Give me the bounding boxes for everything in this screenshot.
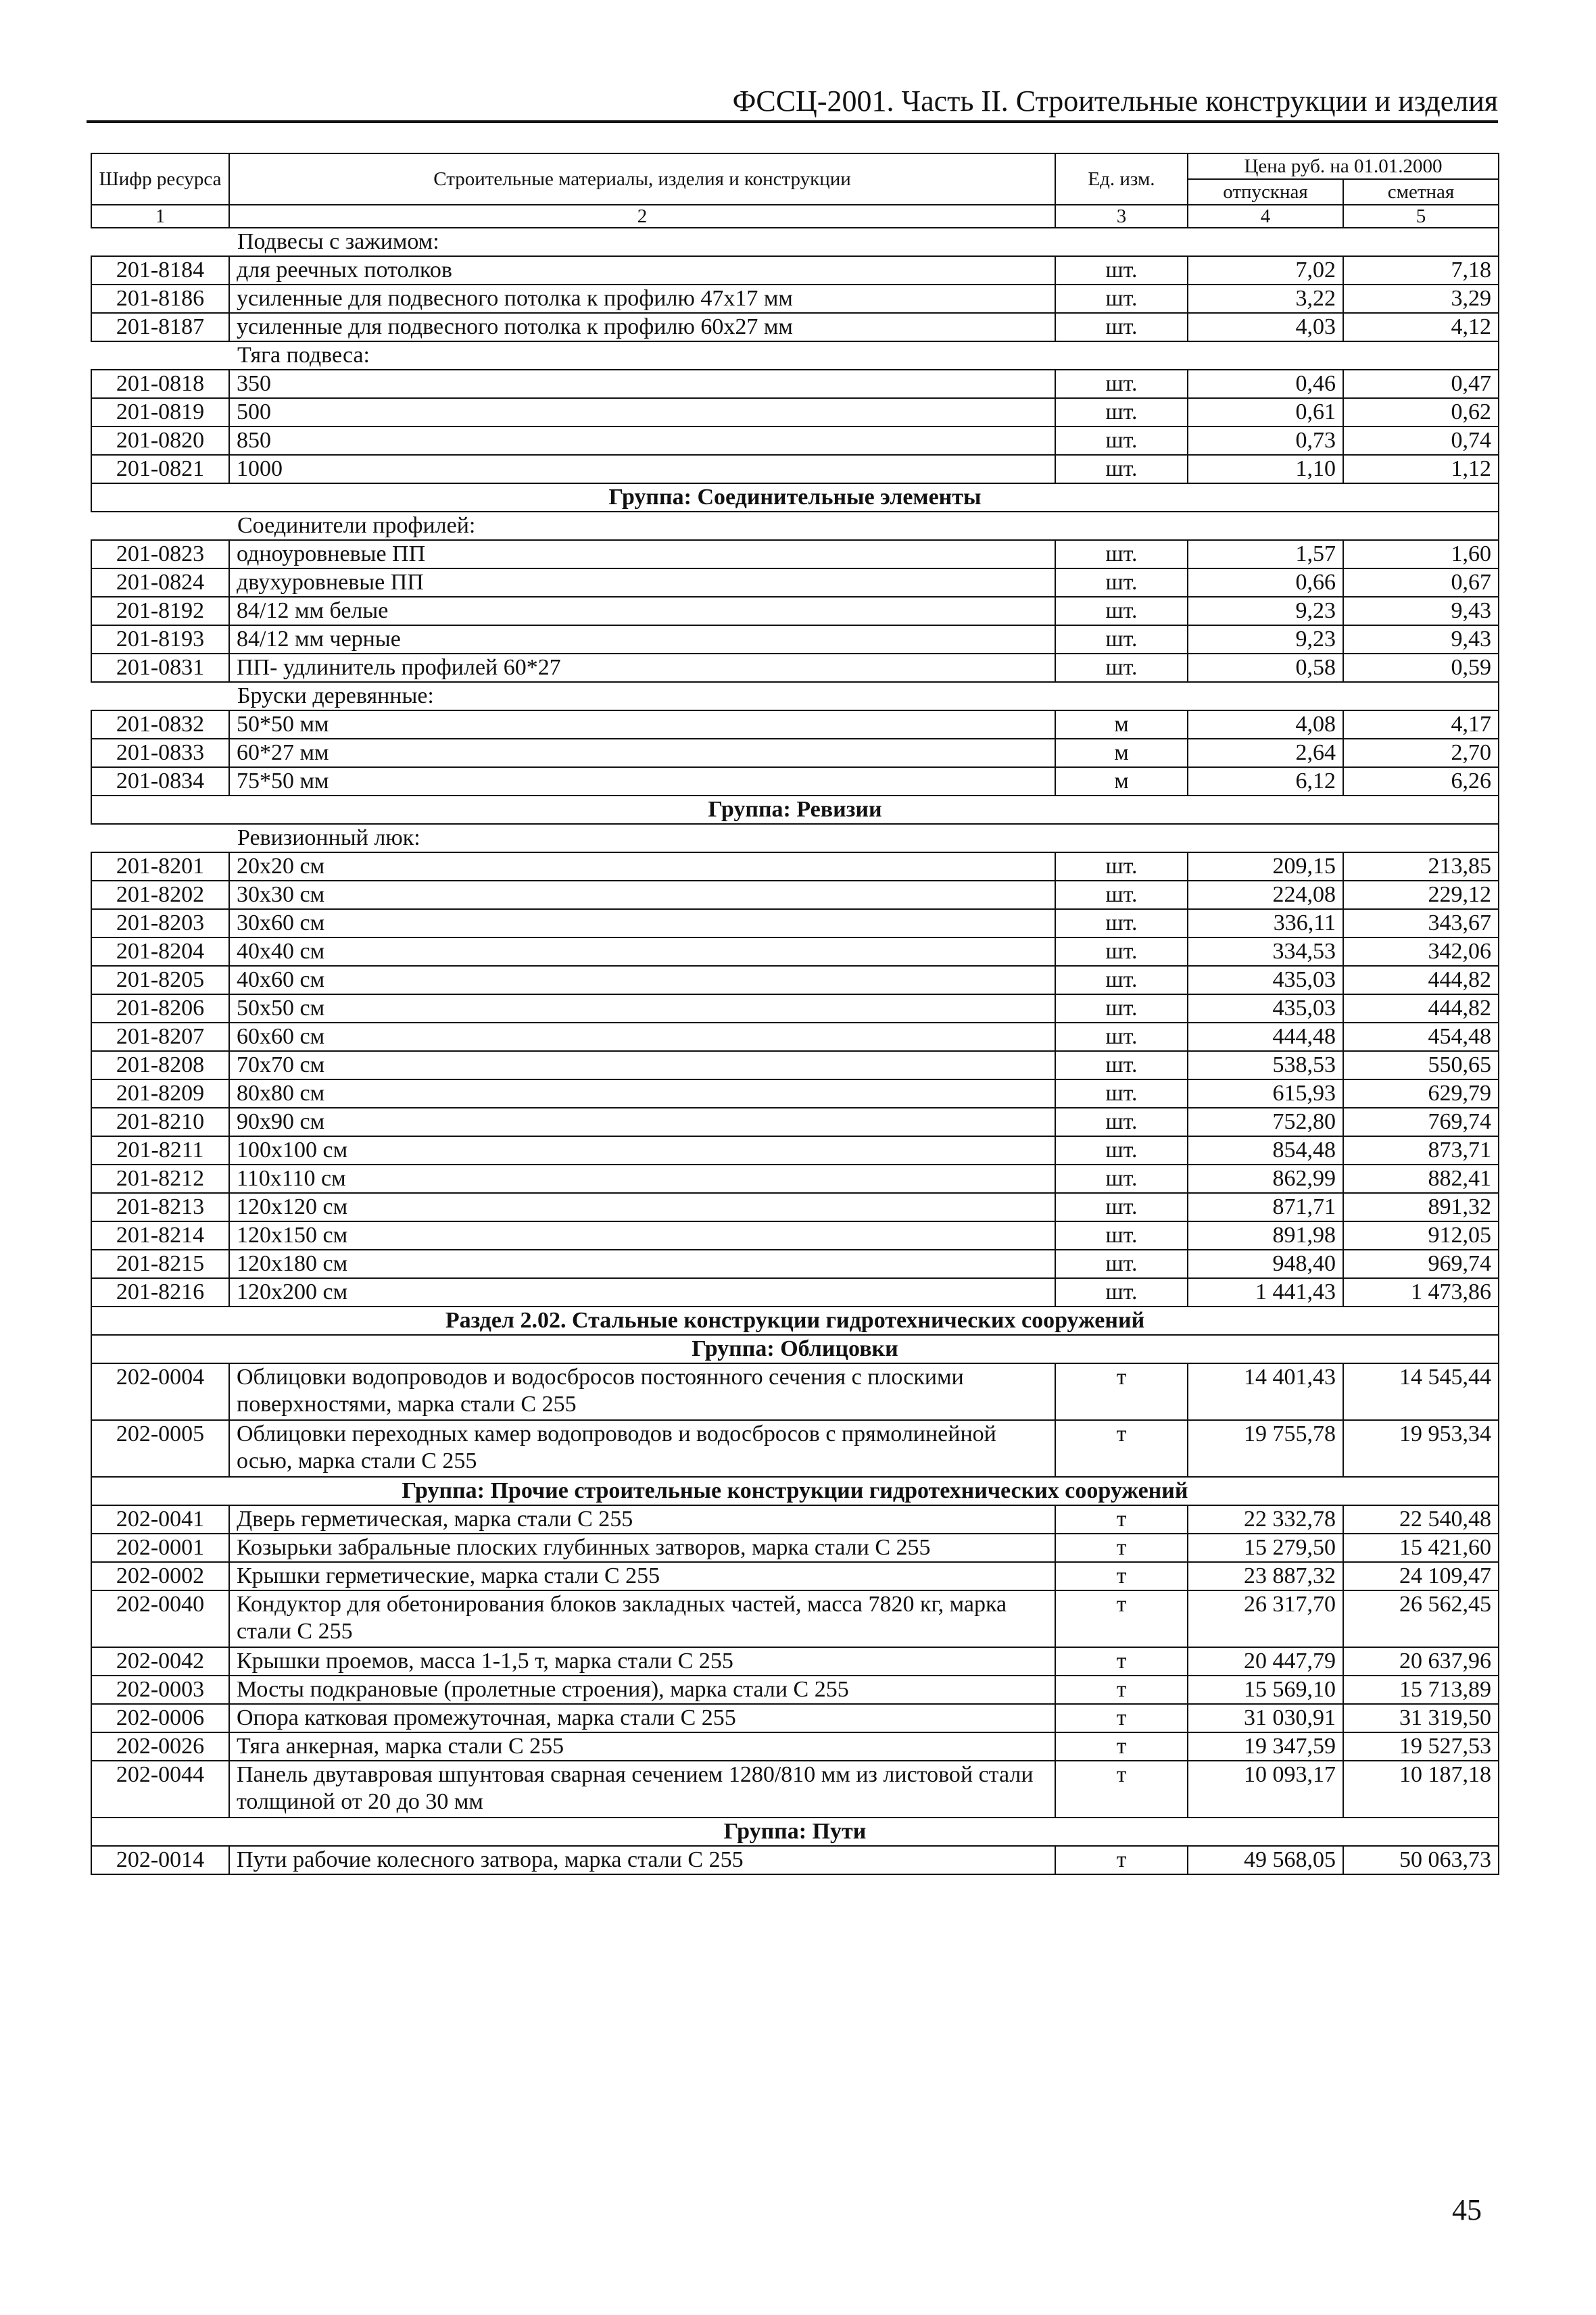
item-name: Кондуктор для обетонирования блоков закладных частей, масса 7820 кг, марка стали С 255 (229, 1590, 1055, 1647)
item-name: 350 (229, 370, 1055, 398)
estimate-price: 444,82 (1343, 994, 1499, 1023)
col-release-header: отпускная (1188, 179, 1343, 205)
unit-cell: шт. (1055, 427, 1188, 455)
release-price: 15 279,50 (1188, 1534, 1343, 1562)
estimate-price: 1,60 (1343, 540, 1499, 568)
item-name: 40х60 см (229, 966, 1055, 994)
resource-code: 201-8210 (91, 1108, 229, 1136)
page-number: 45 (1452, 2193, 1482, 2226)
estimate-price: 0,59 (1343, 654, 1499, 682)
release-price: 0,58 (1188, 654, 1343, 682)
subgroup-row (91, 512, 1499, 540)
item-name: 75*50 мм (229, 767, 1055, 796)
resource-code: 201-8212 (91, 1165, 229, 1193)
resource-code: 201-8193 (91, 625, 229, 654)
estimate-price: 50 063,73 (1343, 1846, 1499, 1874)
unit-cell: шт. (1055, 540, 1188, 568)
table-row (91, 455, 1499, 483)
resource-code: 201-8209 (91, 1079, 229, 1108)
resource-code: 201-8205 (91, 966, 229, 994)
unit-cell: шт. (1055, 1221, 1188, 1250)
resource-code: 202-0014 (91, 1846, 229, 1874)
unit-cell: шт. (1055, 966, 1188, 994)
table-row (91, 1590, 1499, 1647)
resource-code: 201-0823 (91, 540, 229, 568)
page-header (87, 80, 1498, 123)
estimate-price: 9,43 (1343, 597, 1499, 625)
col-number: 3 (1055, 205, 1188, 228)
release-price: 0,46 (1188, 370, 1343, 398)
unit-cell: шт. (1055, 909, 1188, 937)
item-name: Опора катковая промежуточная, марка стали С 255 (229, 1704, 1055, 1732)
estimate-price: 4,17 (1343, 710, 1499, 739)
release-price: 209,15 (1188, 852, 1343, 881)
estimate-price: 15 713,89 (1343, 1676, 1499, 1704)
release-price: 948,40 (1188, 1250, 1343, 1278)
resource-code: 201-8201 (91, 852, 229, 881)
table-row (91, 1420, 1499, 1477)
item-name: Облицовки водопроводов и водосбросов постоянного сечения с плоскими поверхностями, марка стали С 255 (229, 1363, 1055, 1420)
unit-cell: т (1055, 1846, 1188, 1874)
unit-cell: шт. (1055, 256, 1188, 285)
group-row (91, 1818, 1499, 1846)
subgroup-row (91, 824, 1499, 852)
release-price: 4,08 (1188, 710, 1343, 739)
item-name: одноуровневые ПП (229, 540, 1055, 568)
unit-cell: т (1055, 1732, 1188, 1761)
unit-cell: шт. (1055, 881, 1188, 909)
subgroup-title: Тяга подвеса: (91, 341, 1499, 370)
release-price: 334,53 (1188, 937, 1343, 966)
release-price: 6,12 (1188, 767, 1343, 796)
resource-code: 202-0001 (91, 1534, 229, 1562)
table-row (91, 654, 1499, 682)
resource-code: 202-0040 (91, 1590, 229, 1647)
release-price: 19 347,59 (1188, 1732, 1343, 1761)
table-row (91, 256, 1499, 285)
estimate-price: 0,67 (1343, 568, 1499, 597)
price-table (91, 153, 1499, 1875)
estimate-price: 31 319,50 (1343, 1704, 1499, 1732)
unit-cell: шт. (1055, 994, 1188, 1023)
item-name: 120х180 см (229, 1250, 1055, 1278)
table-row (91, 313, 1499, 341)
resource-code: 201-0819 (91, 398, 229, 427)
release-price: 0,66 (1188, 568, 1343, 597)
item-name: Крышки проемов, масса 1-1,5 т, марка стали С 255 (229, 1647, 1055, 1676)
item-name: 60х60 см (229, 1023, 1055, 1051)
resource-code: 201-8202 (91, 881, 229, 909)
resource-code: 202-0005 (91, 1420, 229, 1477)
item-name: Тяга анкерная, марка стали С 255 (229, 1732, 1055, 1761)
release-price: 1,57 (1188, 540, 1343, 568)
release-price: 0,73 (1188, 427, 1343, 455)
group-title: Группа: Соединительные элементы (91, 483, 1499, 512)
table-row (91, 1023, 1499, 1051)
unit-cell: шт. (1055, 568, 1188, 597)
estimate-price: 2,70 (1343, 739, 1499, 767)
estimate-price: 0,47 (1343, 370, 1499, 398)
item-name: Крышки герметические, марка стали С 255 (229, 1562, 1055, 1590)
unit-cell: шт. (1055, 625, 1188, 654)
page-header-title: ФССЦ-2001. Часть II. Строительные конструкции и изделия (732, 84, 1498, 118)
table-row (91, 937, 1499, 966)
item-name: 90х90 см (229, 1108, 1055, 1136)
release-price: 435,03 (1188, 966, 1343, 994)
estimate-price: 969,74 (1343, 1250, 1499, 1278)
unit-cell: шт. (1055, 1023, 1188, 1051)
unit-cell: шт. (1055, 370, 1188, 398)
resource-code: 201-8216 (91, 1278, 229, 1307)
unit-cell: м (1055, 710, 1188, 739)
table-row (91, 1136, 1499, 1165)
resource-code: 202-0044 (91, 1761, 229, 1818)
section-row (91, 1307, 1499, 1335)
release-price: 1 441,43 (1188, 1278, 1343, 1307)
unit-cell: т (1055, 1647, 1188, 1676)
estimate-price: 629,79 (1343, 1079, 1499, 1108)
estimate-price: 0,74 (1343, 427, 1499, 455)
unit-cell: т (1055, 1505, 1188, 1534)
item-name: Мосты подкрановые (пролетные строения), марка стали С 255 (229, 1676, 1055, 1704)
subgroup-row (91, 682, 1499, 710)
item-name: Пути рабочие колесного затвора, марка стали С 255 (229, 1846, 1055, 1874)
group-row (91, 796, 1499, 824)
release-price: 1,10 (1188, 455, 1343, 483)
table-row (91, 1761, 1499, 1818)
table-row (91, 852, 1499, 881)
item-name: 84/12 мм белые (229, 597, 1055, 625)
table-row (91, 1221, 1499, 1250)
group-title: Группа: Ревизии (91, 796, 1499, 824)
resource-code: 201-8203 (91, 909, 229, 937)
unit-cell: шт. (1055, 398, 1188, 427)
table-row (91, 568, 1499, 597)
item-name: 70х70 см (229, 1051, 1055, 1079)
release-price: 891,98 (1188, 1221, 1343, 1250)
unit-cell: м (1055, 739, 1188, 767)
release-price: 9,23 (1188, 625, 1343, 654)
col-unit-header: Ед. изм. (1055, 153, 1188, 205)
table-row (91, 1562, 1499, 1590)
table-row (91, 909, 1499, 937)
resource-code: 201-0831 (91, 654, 229, 682)
estimate-price: 7,18 (1343, 256, 1499, 285)
release-price: 9,23 (1188, 597, 1343, 625)
estimate-price: 1 473,86 (1343, 1278, 1499, 1307)
estimate-price: 444,82 (1343, 966, 1499, 994)
table-row (91, 1505, 1499, 1534)
subgroup-title: Подвесы с зажимом: (91, 228, 1499, 256)
release-price: 10 093,17 (1188, 1761, 1343, 1818)
unit-cell: шт. (1055, 1278, 1188, 1307)
group-title: Группа: Прочие строительные конструкции гидротехнических сооружений (91, 1477, 1499, 1505)
table-row (91, 1732, 1499, 1761)
estimate-price: 454,48 (1343, 1023, 1499, 1051)
item-name: 20х20 см (229, 852, 1055, 881)
release-price: 538,53 (1188, 1051, 1343, 1079)
release-price: 49 568,05 (1188, 1846, 1343, 1874)
estimate-price: 882,41 (1343, 1165, 1499, 1193)
unit-cell: т (1055, 1562, 1188, 1590)
resource-code: 202-0042 (91, 1647, 229, 1676)
release-price: 20 447,79 (1188, 1647, 1343, 1676)
estimate-price: 6,26 (1343, 767, 1499, 796)
item-name: 50*50 мм (229, 710, 1055, 739)
header-row (91, 153, 1499, 179)
unit-cell: м (1055, 767, 1188, 796)
table-row (91, 881, 1499, 909)
table-row (91, 1704, 1499, 1732)
unit-cell: т (1055, 1704, 1188, 1732)
estimate-price: 0,62 (1343, 398, 1499, 427)
subgroup-title: Ревизионный люк: (91, 824, 1499, 852)
table-row (91, 1051, 1499, 1079)
item-name: Дверь герметическая, марка стали С 255 (229, 1505, 1055, 1534)
item-name: ПП- удлинитель профилей 60*27 (229, 654, 1055, 682)
resource-code: 201-0820 (91, 427, 229, 455)
release-price: 862,99 (1188, 1165, 1343, 1193)
resource-code: 202-0002 (91, 1562, 229, 1590)
item-name: 100х100 см (229, 1136, 1055, 1165)
resource-code: 201-8208 (91, 1051, 229, 1079)
release-price: 444,48 (1188, 1023, 1343, 1051)
unit-cell: т (1055, 1761, 1188, 1818)
item-name: 30х60 см (229, 909, 1055, 937)
release-price: 19 755,78 (1188, 1420, 1343, 1477)
item-name: 84/12 мм черные (229, 625, 1055, 654)
table-row (91, 370, 1499, 398)
resource-code: 202-0041 (91, 1505, 229, 1534)
price-table-body (91, 153, 1499, 1874)
resource-code: 201-0824 (91, 568, 229, 597)
unit-cell: шт. (1055, 937, 1188, 966)
table-row (91, 285, 1499, 313)
table-row (91, 710, 1499, 739)
release-price: 7,02 (1188, 256, 1343, 285)
unit-cell: шт. (1055, 1051, 1188, 1079)
release-price: 0,61 (1188, 398, 1343, 427)
release-price: 31 030,91 (1188, 1704, 1343, 1732)
unit-cell: шт. (1055, 455, 1188, 483)
unit-cell: т (1055, 1363, 1188, 1420)
release-price: 854,48 (1188, 1136, 1343, 1165)
item-name: 120х200 см (229, 1278, 1055, 1307)
column-numbers-row (91, 205, 1499, 228)
unit-cell: шт. (1055, 597, 1188, 625)
table-row (91, 966, 1499, 994)
table-row (91, 398, 1499, 427)
resource-code: 202-0004 (91, 1363, 229, 1420)
item-name: 120х120 см (229, 1193, 1055, 1221)
estimate-price: 15 421,60 (1343, 1534, 1499, 1562)
estimate-price: 20 637,96 (1343, 1647, 1499, 1676)
unit-cell: шт. (1055, 1136, 1188, 1165)
unit-cell: шт. (1055, 852, 1188, 881)
item-name: 50х50 см (229, 994, 1055, 1023)
subgroup-row (91, 228, 1499, 256)
item-name: Облицовки переходных камер водопроводов и водосбросов с прямолинейной осью, марка стали С 255 (229, 1420, 1055, 1477)
section-title: Раздел 2.02. Стальные конструкции гидротехнических сооружений (91, 1307, 1499, 1335)
item-name: 60*27 мм (229, 739, 1055, 767)
item-name: Козырьки забральные плоских глубинных затворов, марка стали С 255 (229, 1534, 1055, 1562)
release-price: 4,03 (1188, 313, 1343, 341)
item-name: 500 (229, 398, 1055, 427)
release-price: 435,03 (1188, 994, 1343, 1023)
col-number: 4 (1188, 205, 1343, 228)
table-row (91, 1647, 1499, 1676)
table-row (91, 739, 1499, 767)
estimate-price: 873,71 (1343, 1136, 1499, 1165)
estimate-price: 22 540,48 (1343, 1505, 1499, 1534)
unit-cell: шт. (1055, 1079, 1188, 1108)
table-row (91, 1193, 1499, 1221)
unit-cell: шт. (1055, 1193, 1188, 1221)
group-title: Группа: Пути (91, 1818, 1499, 1846)
group-row (91, 1477, 1499, 1505)
estimate-price: 769,74 (1343, 1108, 1499, 1136)
item-name: 1000 (229, 455, 1055, 483)
estimate-price: 213,85 (1343, 852, 1499, 881)
resource-code: 201-8184 (91, 256, 229, 285)
estimate-price: 26 562,45 (1343, 1590, 1499, 1647)
release-price: 615,93 (1188, 1079, 1343, 1108)
estimate-price: 19 527,53 (1343, 1732, 1499, 1761)
group-title: Группа: Облицовки (91, 1335, 1499, 1363)
release-price: 23 887,32 (1188, 1562, 1343, 1590)
release-price: 336,11 (1188, 909, 1343, 937)
resource-code: 201-8192 (91, 597, 229, 625)
release-price: 871,71 (1188, 1193, 1343, 1221)
unit-cell: т (1055, 1676, 1188, 1704)
table-row (91, 1108, 1499, 1136)
resource-code: 202-0026 (91, 1732, 229, 1761)
table-row (91, 1676, 1499, 1704)
release-price: 15 569,10 (1188, 1676, 1343, 1704)
unit-cell: шт. (1055, 313, 1188, 341)
subgroup-title: Бруски деревянные: (91, 682, 1499, 710)
table-row (91, 1846, 1499, 1874)
estimate-price: 19 953,34 (1343, 1420, 1499, 1477)
col-number: 5 (1343, 205, 1499, 228)
estimate-price: 14 545,44 (1343, 1363, 1499, 1420)
col-name-header: Строительные материалы, изделия и конструкции (229, 153, 1055, 205)
table-row (91, 625, 1499, 654)
item-name: 120х150 см (229, 1221, 1055, 1250)
estimate-price: 4,12 (1343, 313, 1499, 341)
release-price: 2,64 (1188, 739, 1343, 767)
resource-code: 202-0006 (91, 1704, 229, 1732)
table-row (91, 597, 1499, 625)
resource-code: 201-8214 (91, 1221, 229, 1250)
resource-code: 201-8187 (91, 313, 229, 341)
resource-code: 201-8204 (91, 937, 229, 966)
estimate-price: 1,12 (1343, 455, 1499, 483)
item-name: 80х80 см (229, 1079, 1055, 1108)
unit-cell: т (1055, 1534, 1188, 1562)
resource-code: 201-0834 (91, 767, 229, 796)
estimate-price: 343,67 (1343, 909, 1499, 937)
resource-code: 201-8186 (91, 285, 229, 313)
resource-code: 201-8211 (91, 1136, 229, 1165)
item-name: 30х30 см (229, 881, 1055, 909)
table-row (91, 1250, 1499, 1278)
estimate-price: 24 109,47 (1343, 1562, 1499, 1590)
item-name: усиленные для подвесного потолка к профилю 60х27 мм (229, 313, 1055, 341)
col-number: 2 (229, 205, 1055, 228)
unit-cell: шт. (1055, 654, 1188, 682)
estimate-price: 342,06 (1343, 937, 1499, 966)
col-number: 1 (91, 205, 229, 228)
resource-code: 201-0832 (91, 710, 229, 739)
col-estimate-header: сметная (1343, 179, 1499, 205)
table-row (91, 1278, 1499, 1307)
resource-code: 201-8213 (91, 1193, 229, 1221)
table-row (91, 540, 1499, 568)
estimate-price: 912,05 (1343, 1221, 1499, 1250)
unit-cell: т (1055, 1420, 1188, 1477)
resource-code: 201-8215 (91, 1250, 229, 1278)
estimate-price: 3,29 (1343, 285, 1499, 313)
group-row (91, 1335, 1499, 1363)
table-row (91, 994, 1499, 1023)
release-price: 26 317,70 (1188, 1590, 1343, 1647)
item-name: 850 (229, 427, 1055, 455)
unit-cell: шт. (1055, 285, 1188, 313)
col-code-header: Шифр ресурса (91, 153, 229, 205)
resource-code: 201-0833 (91, 739, 229, 767)
resource-code: 201-0818 (91, 370, 229, 398)
item-name: усиленные для подвесного потолка к профилю 47х17 мм (229, 285, 1055, 313)
estimate-price: 10 187,18 (1343, 1761, 1499, 1818)
unit-cell: т (1055, 1590, 1188, 1647)
resource-code: 201-8207 (91, 1023, 229, 1051)
subgroup-row (91, 341, 1499, 370)
col-price-header: Цена руб. на 01.01.2000 (1188, 153, 1499, 179)
release-price: 14 401,43 (1188, 1363, 1343, 1420)
estimate-price: 9,43 (1343, 625, 1499, 654)
item-name: двухуровневые ПП (229, 568, 1055, 597)
release-price: 224,08 (1188, 881, 1343, 909)
release-price: 3,22 (1188, 285, 1343, 313)
estimate-price: 550,65 (1343, 1051, 1499, 1079)
table-row (91, 1079, 1499, 1108)
unit-cell: шт. (1055, 1250, 1188, 1278)
release-price: 752,80 (1188, 1108, 1343, 1136)
group-row (91, 483, 1499, 512)
item-name: 110х110 см (229, 1165, 1055, 1193)
table-row (91, 1534, 1499, 1562)
estimate-price: 891,32 (1343, 1193, 1499, 1221)
item-name: для реечных потолков (229, 256, 1055, 285)
table-row (91, 767, 1499, 796)
item-name: 40х40 см (229, 937, 1055, 966)
table-row (91, 1165, 1499, 1193)
table-row (91, 427, 1499, 455)
resource-code: 201-8206 (91, 994, 229, 1023)
subgroup-title: Соединители профилей: (91, 512, 1499, 540)
resource-code: 202-0003 (91, 1676, 229, 1704)
item-name: Панель двутавровая шпунтовая сварная сечением 1280/810 мм из листовой стали толщиной от 20 до 30 мм (229, 1761, 1055, 1818)
table-row (91, 1363, 1499, 1420)
release-price: 22 332,78 (1188, 1505, 1343, 1534)
unit-cell: шт. (1055, 1165, 1188, 1193)
unit-cell: шт. (1055, 1108, 1188, 1136)
resource-code: 201-0821 (91, 455, 229, 483)
estimate-price: 229,12 (1343, 881, 1499, 909)
